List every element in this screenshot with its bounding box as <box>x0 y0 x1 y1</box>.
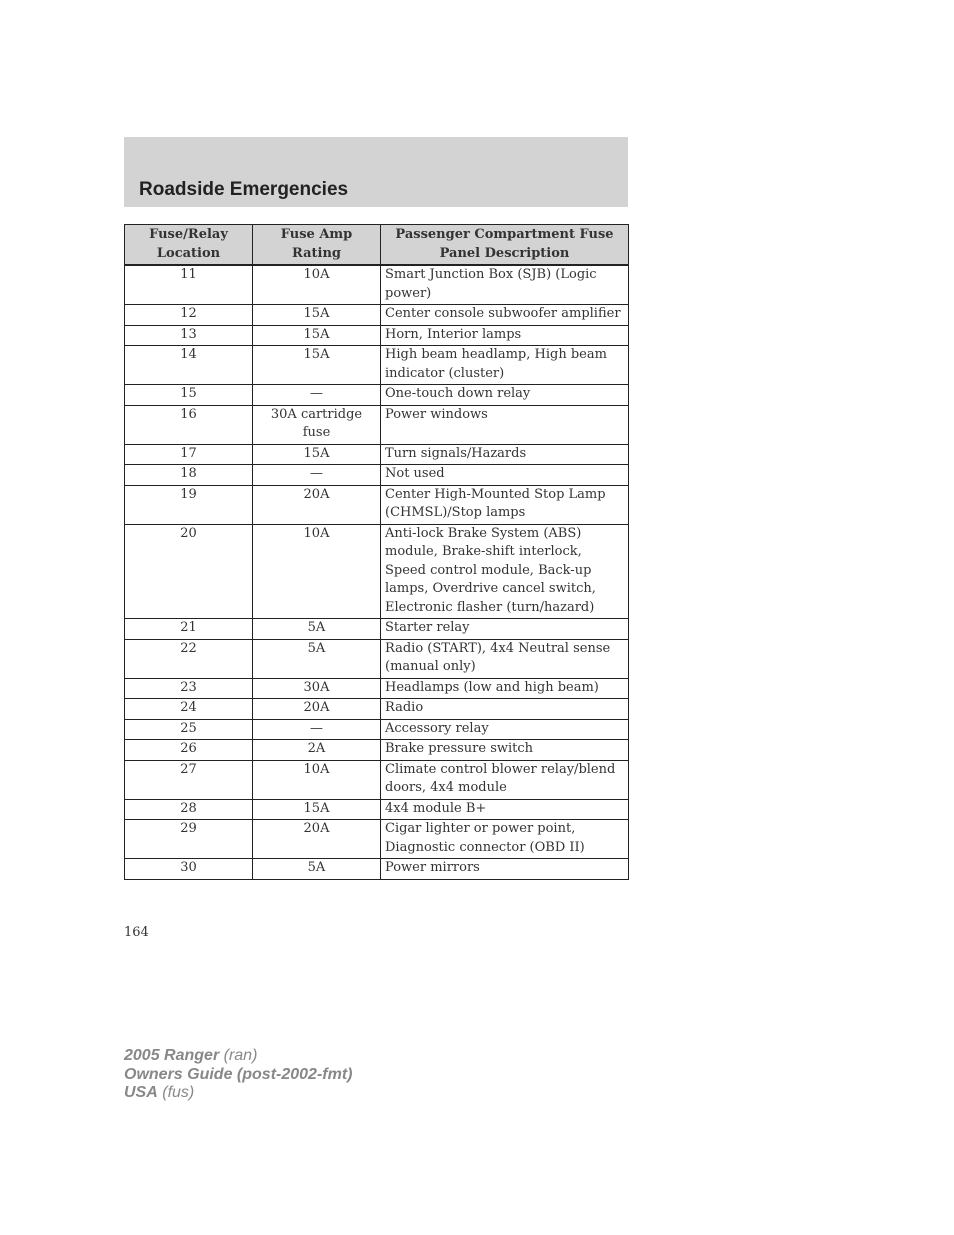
cell-location: 14 <box>125 346 253 385</box>
table-row <box>125 740 629 761</box>
footer-market: USA <box>124 1084 158 1101</box>
table-row <box>125 305 629 326</box>
page-number: 164 <box>124 925 149 940</box>
table-row <box>125 265 629 305</box>
table-row <box>125 619 629 640</box>
cell-amp-rating: 15A <box>253 346 381 385</box>
footer-market-code: (fus) <box>162 1084 195 1101</box>
cell-location: 19 <box>125 485 253 524</box>
cell-location: 20 <box>125 524 253 619</box>
header-row <box>125 225 629 266</box>
cell-amp-rating: 2A <box>253 740 381 761</box>
table-row <box>125 699 629 720</box>
cell-location: 29 <box>125 820 253 859</box>
cell-location: 30 <box>125 859 253 880</box>
cell-description: Turn signals/Hazards <box>381 444 629 465</box>
cell-location: 16 <box>125 405 253 444</box>
cell-location: 21 <box>125 619 253 640</box>
cell-description: Power windows <box>381 405 629 444</box>
cell-amp-rating: 5A <box>253 639 381 678</box>
cell-amp-rating: 15A <box>253 799 381 820</box>
cell-description: Accessory relay <box>381 719 629 740</box>
footer-line-1 <box>124 1047 352 1066</box>
cell-amp-rating: 15A <box>253 444 381 465</box>
cell-location: 23 <box>125 678 253 699</box>
table-row <box>125 719 629 740</box>
cell-amp-rating: 15A <box>253 305 381 326</box>
cell-location: 26 <box>125 740 253 761</box>
table-row <box>125 799 629 820</box>
cell-location: 12 <box>125 305 253 326</box>
cell-description: Cigar lighter or power point, Diagnostic connector (OBD II) <box>381 820 629 859</box>
cell-location: 13 <box>125 325 253 346</box>
footer <box>124 1047 352 1103</box>
cell-location: 11 <box>125 265 253 305</box>
cell-amp-rating: 30A <box>253 678 381 699</box>
cell-amp-rating: — <box>253 385 381 406</box>
cell-amp-rating: 10A <box>253 524 381 619</box>
cell-amp-rating: 15A <box>253 325 381 346</box>
cell-location: 24 <box>125 699 253 720</box>
footer-line-2 <box>124 1066 352 1085</box>
cell-amp-rating: 20A <box>253 820 381 859</box>
cell-description: Headlamps (low and high beam) <box>381 678 629 699</box>
cell-amp-rating: 10A <box>253 265 381 305</box>
cell-amp-rating: 30A cartridge fuse <box>253 405 381 444</box>
table-row <box>125 405 629 444</box>
cell-amp-rating: — <box>253 719 381 740</box>
cell-description: Power mirrors <box>381 859 629 880</box>
header-description: Passenger Compartment Fuse Panel Description <box>381 225 629 266</box>
cell-location: 25 <box>125 719 253 740</box>
cell-location: 17 <box>125 444 253 465</box>
cell-description: Horn, Interior lamps <box>381 325 629 346</box>
fuse-table <box>124 224 629 880</box>
cell-description: Center console subwoofer amplifier <box>381 305 629 326</box>
footer-guide: Owners Guide (post-2002-fmt) <box>124 1065 353 1083</box>
table-row <box>125 639 629 678</box>
cell-description: Brake pressure switch <box>381 740 629 761</box>
cell-description: 4x4 module B+ <box>381 799 629 820</box>
cell-description: Not used <box>381 465 629 486</box>
cell-description: Radio (START), 4x4 Neutral sense (manual only) <box>381 639 629 678</box>
cell-description: One-touch down relay <box>381 385 629 406</box>
cell-location: 18 <box>125 465 253 486</box>
table-row <box>125 760 629 799</box>
cell-location: 27 <box>125 760 253 799</box>
cell-description: Smart Junction Box (SJB) (Logic power) <box>381 265 629 305</box>
cell-location: 28 <box>125 799 253 820</box>
cell-description: Starter relay <box>381 619 629 640</box>
cell-amp-rating: — <box>253 465 381 486</box>
cell-description: Center High-Mounted Stop Lamp (CHMSL)/Stop lamps <box>381 485 629 524</box>
cell-description: Climate control blower relay/blend doors, 4x4 module <box>381 760 629 799</box>
table-row <box>125 325 629 346</box>
table-row <box>125 346 629 385</box>
cell-amp-rating: 20A <box>253 485 381 524</box>
table-row <box>125 485 629 524</box>
table-row <box>125 859 629 880</box>
footer-model-code: (ran) <box>223 1047 258 1064</box>
table-row <box>125 444 629 465</box>
footer-line-3 <box>124 1084 352 1103</box>
table-row <box>125 820 629 859</box>
table-row <box>125 524 629 619</box>
table-row <box>125 385 629 406</box>
fuse-table-body <box>125 265 629 879</box>
header-location: Fuse/Relay Location <box>125 225 253 266</box>
table-row <box>125 678 629 699</box>
cell-amp-rating: 5A <box>253 859 381 880</box>
fuse-table-header <box>125 225 629 266</box>
cell-description: High beam headlamp, High beam indicator (cluster) <box>381 346 629 385</box>
footer-model: 2005 Ranger <box>124 1047 220 1064</box>
cell-amp-rating: 5A <box>253 619 381 640</box>
section-title: Roadside Emergencies <box>139 179 349 200</box>
cell-amp-rating: 10A <box>253 760 381 799</box>
cell-location: 15 <box>125 385 253 406</box>
cell-location: 22 <box>125 639 253 678</box>
table-row <box>125 465 629 486</box>
cell-amp-rating: 20A <box>253 699 381 720</box>
cell-description: Radio <box>381 699 629 720</box>
cell-description: Anti-lock Brake System (ABS) module, Brake-shift interlock, Speed control module, Back-up lamps, Overdrive cancel switch, Electronic flasher (turn/hazard) <box>381 524 629 619</box>
section-header-band <box>124 137 628 207</box>
header-amp-rating: Fuse Amp Rating <box>253 225 381 266</box>
